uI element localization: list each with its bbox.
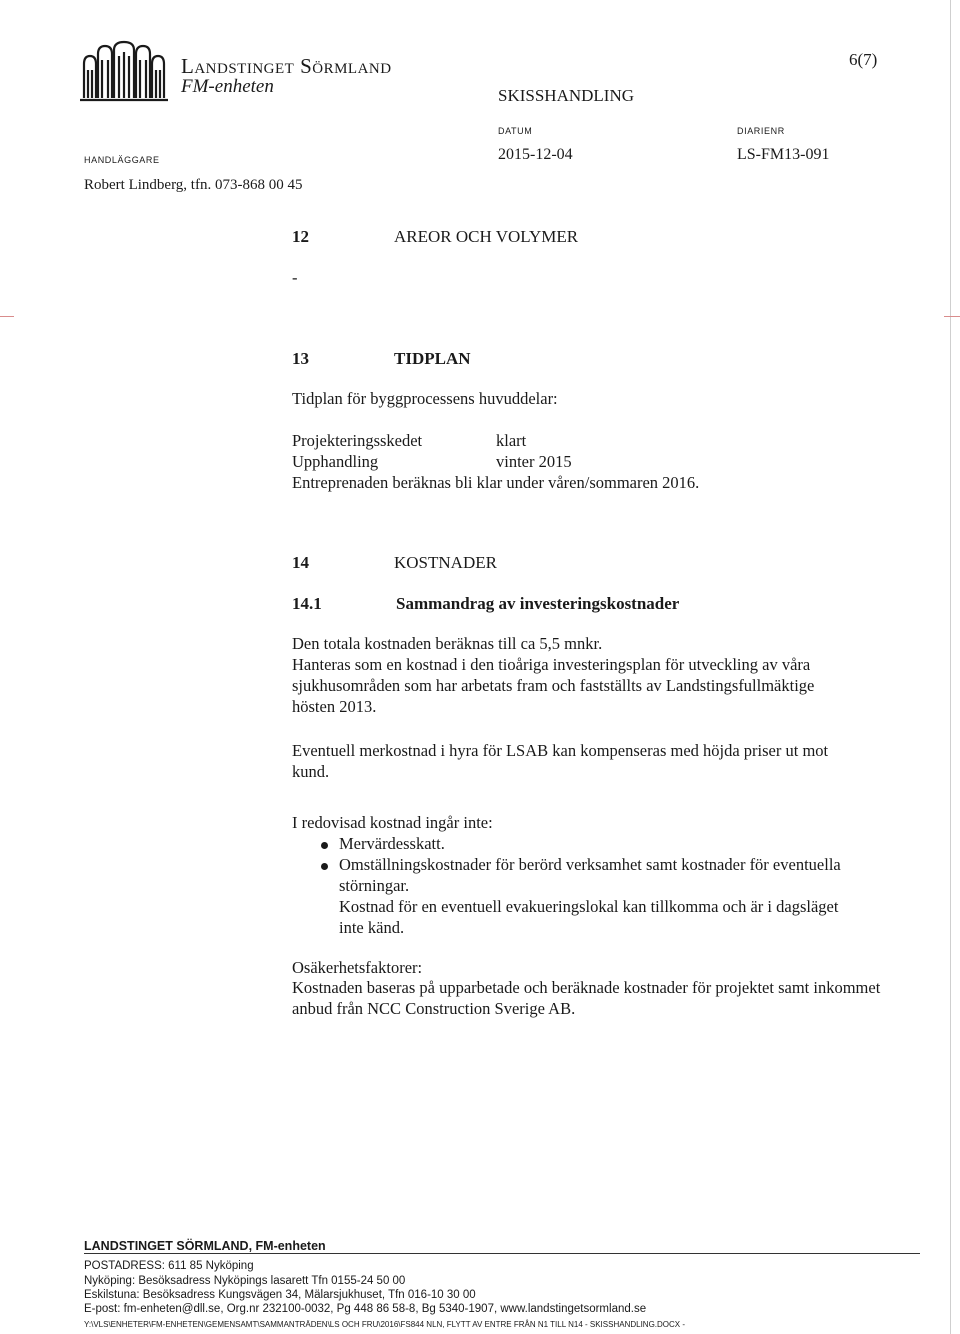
date-label: DATUM bbox=[498, 126, 533, 136]
section-12-number: 12 bbox=[292, 227, 309, 246]
tidplan-row-label: Projekteringsskedet bbox=[292, 431, 423, 450]
document-date: 2015-12-04 bbox=[498, 146, 573, 163]
page-edge bbox=[950, 0, 951, 1334]
bullet-item: Mervärdesskatt. bbox=[339, 834, 445, 853]
diarie-label: DIARIENR bbox=[737, 126, 785, 136]
footer-line: Eskilstuna: Besöksadress Kungsvägen 34, Mälarsjukhuset, Tfn 016-10 30 00 bbox=[84, 1289, 476, 1301]
section-12-title: AREOR OCH VOLYMER bbox=[394, 227, 579, 246]
footer-line: Nyköping: Besöksadress Nyköpings lasarett Tfn 0155-24 50 00 bbox=[84, 1275, 406, 1287]
tidplan-row-value: vinter 2015 bbox=[496, 452, 572, 471]
paragraph-line: Hanteras som en kostnad i den tioåriga investeringsplan för utveckling av våra bbox=[292, 655, 811, 674]
page-number: 6(7) bbox=[849, 50, 878, 69]
bullet-item: Omställningskostnader för berörd verksamhet samt kostnader för eventuella bbox=[339, 855, 841, 874]
margin-mark bbox=[944, 316, 960, 317]
footer-divider bbox=[84, 1253, 920, 1254]
crown-logo-icon bbox=[78, 40, 170, 104]
paragraph-line: hösten 2013. bbox=[292, 697, 377, 716]
footer-title: LANDSTINGET SÖRMLAND, FM-enheten bbox=[84, 1239, 326, 1253]
section-12-content: - bbox=[292, 268, 298, 287]
paragraph-line: Kostnad för en eventuell evakueringslokal kan tillkomma och är i dagsläget bbox=[339, 897, 839, 916]
tidplan-row-label: Upphandling bbox=[292, 452, 379, 471]
diarie-number: LS-FM13-091 bbox=[737, 146, 830, 163]
file-path: Y:\VLS\ENHETER\FM-ENHETEN\GEMENSAMT\SAMMANTRÄDEN\LS OCH FRU\2016\FS844 NLN, FLYTT AV ENTRE FRÅN N1 TILL N14 - SKISSHANDLING.DOCX - bbox=[84, 1320, 686, 1329]
paragraph-line: inte känd. bbox=[339, 918, 405, 937]
footer-line: E-post: fm-enheten@dll.se, Org.nr 232100-0032, Pg 448 86 58-8, Bg 5340-1907, www.landstingetsormland.se bbox=[84, 1303, 647, 1315]
excluded-intro: I redovisad kostnad ingår inte: bbox=[292, 813, 493, 832]
bullet-icon bbox=[321, 842, 328, 849]
paragraph-line: Kostnaden baseras på upparbetade och beräknade kostnader för projektet samt inkommet bbox=[292, 978, 881, 997]
document-type: SKISSHANDLING bbox=[498, 86, 635, 105]
section-14-1-number: 14.1 bbox=[292, 594, 322, 613]
footer-line: POSTADRESS: 611 85 Nyköping bbox=[84, 1260, 254, 1272]
uncertainty-title: Osäkerhetsfaktorer: bbox=[292, 958, 423, 977]
paragraph-line: Eventuell merkostnad i hyra för LSAB kan kompenseras med höjda priser ut mot bbox=[292, 741, 829, 760]
margin-mark bbox=[0, 316, 14, 317]
section-13-title: TIDPLAN bbox=[394, 349, 471, 368]
tidplan-closing: Entreprenaden beräknas bli klar under våren/sommaren 2016. bbox=[292, 473, 700, 492]
org-name: Landstinget Sörmland bbox=[181, 54, 392, 78]
tidplan-row-value: klart bbox=[496, 431, 527, 450]
total-cost-paragraph: Den totala kostnaden beräknas till ca 5,5 mnkr. bbox=[292, 634, 603, 653]
paragraph-line: sjukhusområden som har arbetats fram och fastställts av Landstingsfullmäktige bbox=[292, 676, 815, 695]
handlaggare-label: HANDLÄGGARE bbox=[84, 155, 160, 165]
section-13-number: 13 bbox=[292, 349, 309, 368]
paragraph-line: anbud från NCC Construction Sverige AB. bbox=[292, 999, 576, 1018]
section-14-1-title: Sammandrag av investeringskostnader bbox=[396, 594, 680, 613]
bullet-item: störningar. bbox=[339, 876, 410, 895]
paragraph-line: kund. bbox=[292, 762, 330, 781]
section-14-number: 14 bbox=[292, 553, 309, 572]
section-14-title: KOSTNADER bbox=[394, 553, 497, 572]
bullet-icon bbox=[321, 863, 328, 870]
handlaggare-name: Robert Lindberg, tfn. 073-868 00 45 bbox=[84, 177, 303, 193]
tidplan-intro: Tidplan för byggprocessens huvuddelar: bbox=[292, 389, 558, 408]
org-unit: FM-enheten bbox=[181, 76, 274, 97]
